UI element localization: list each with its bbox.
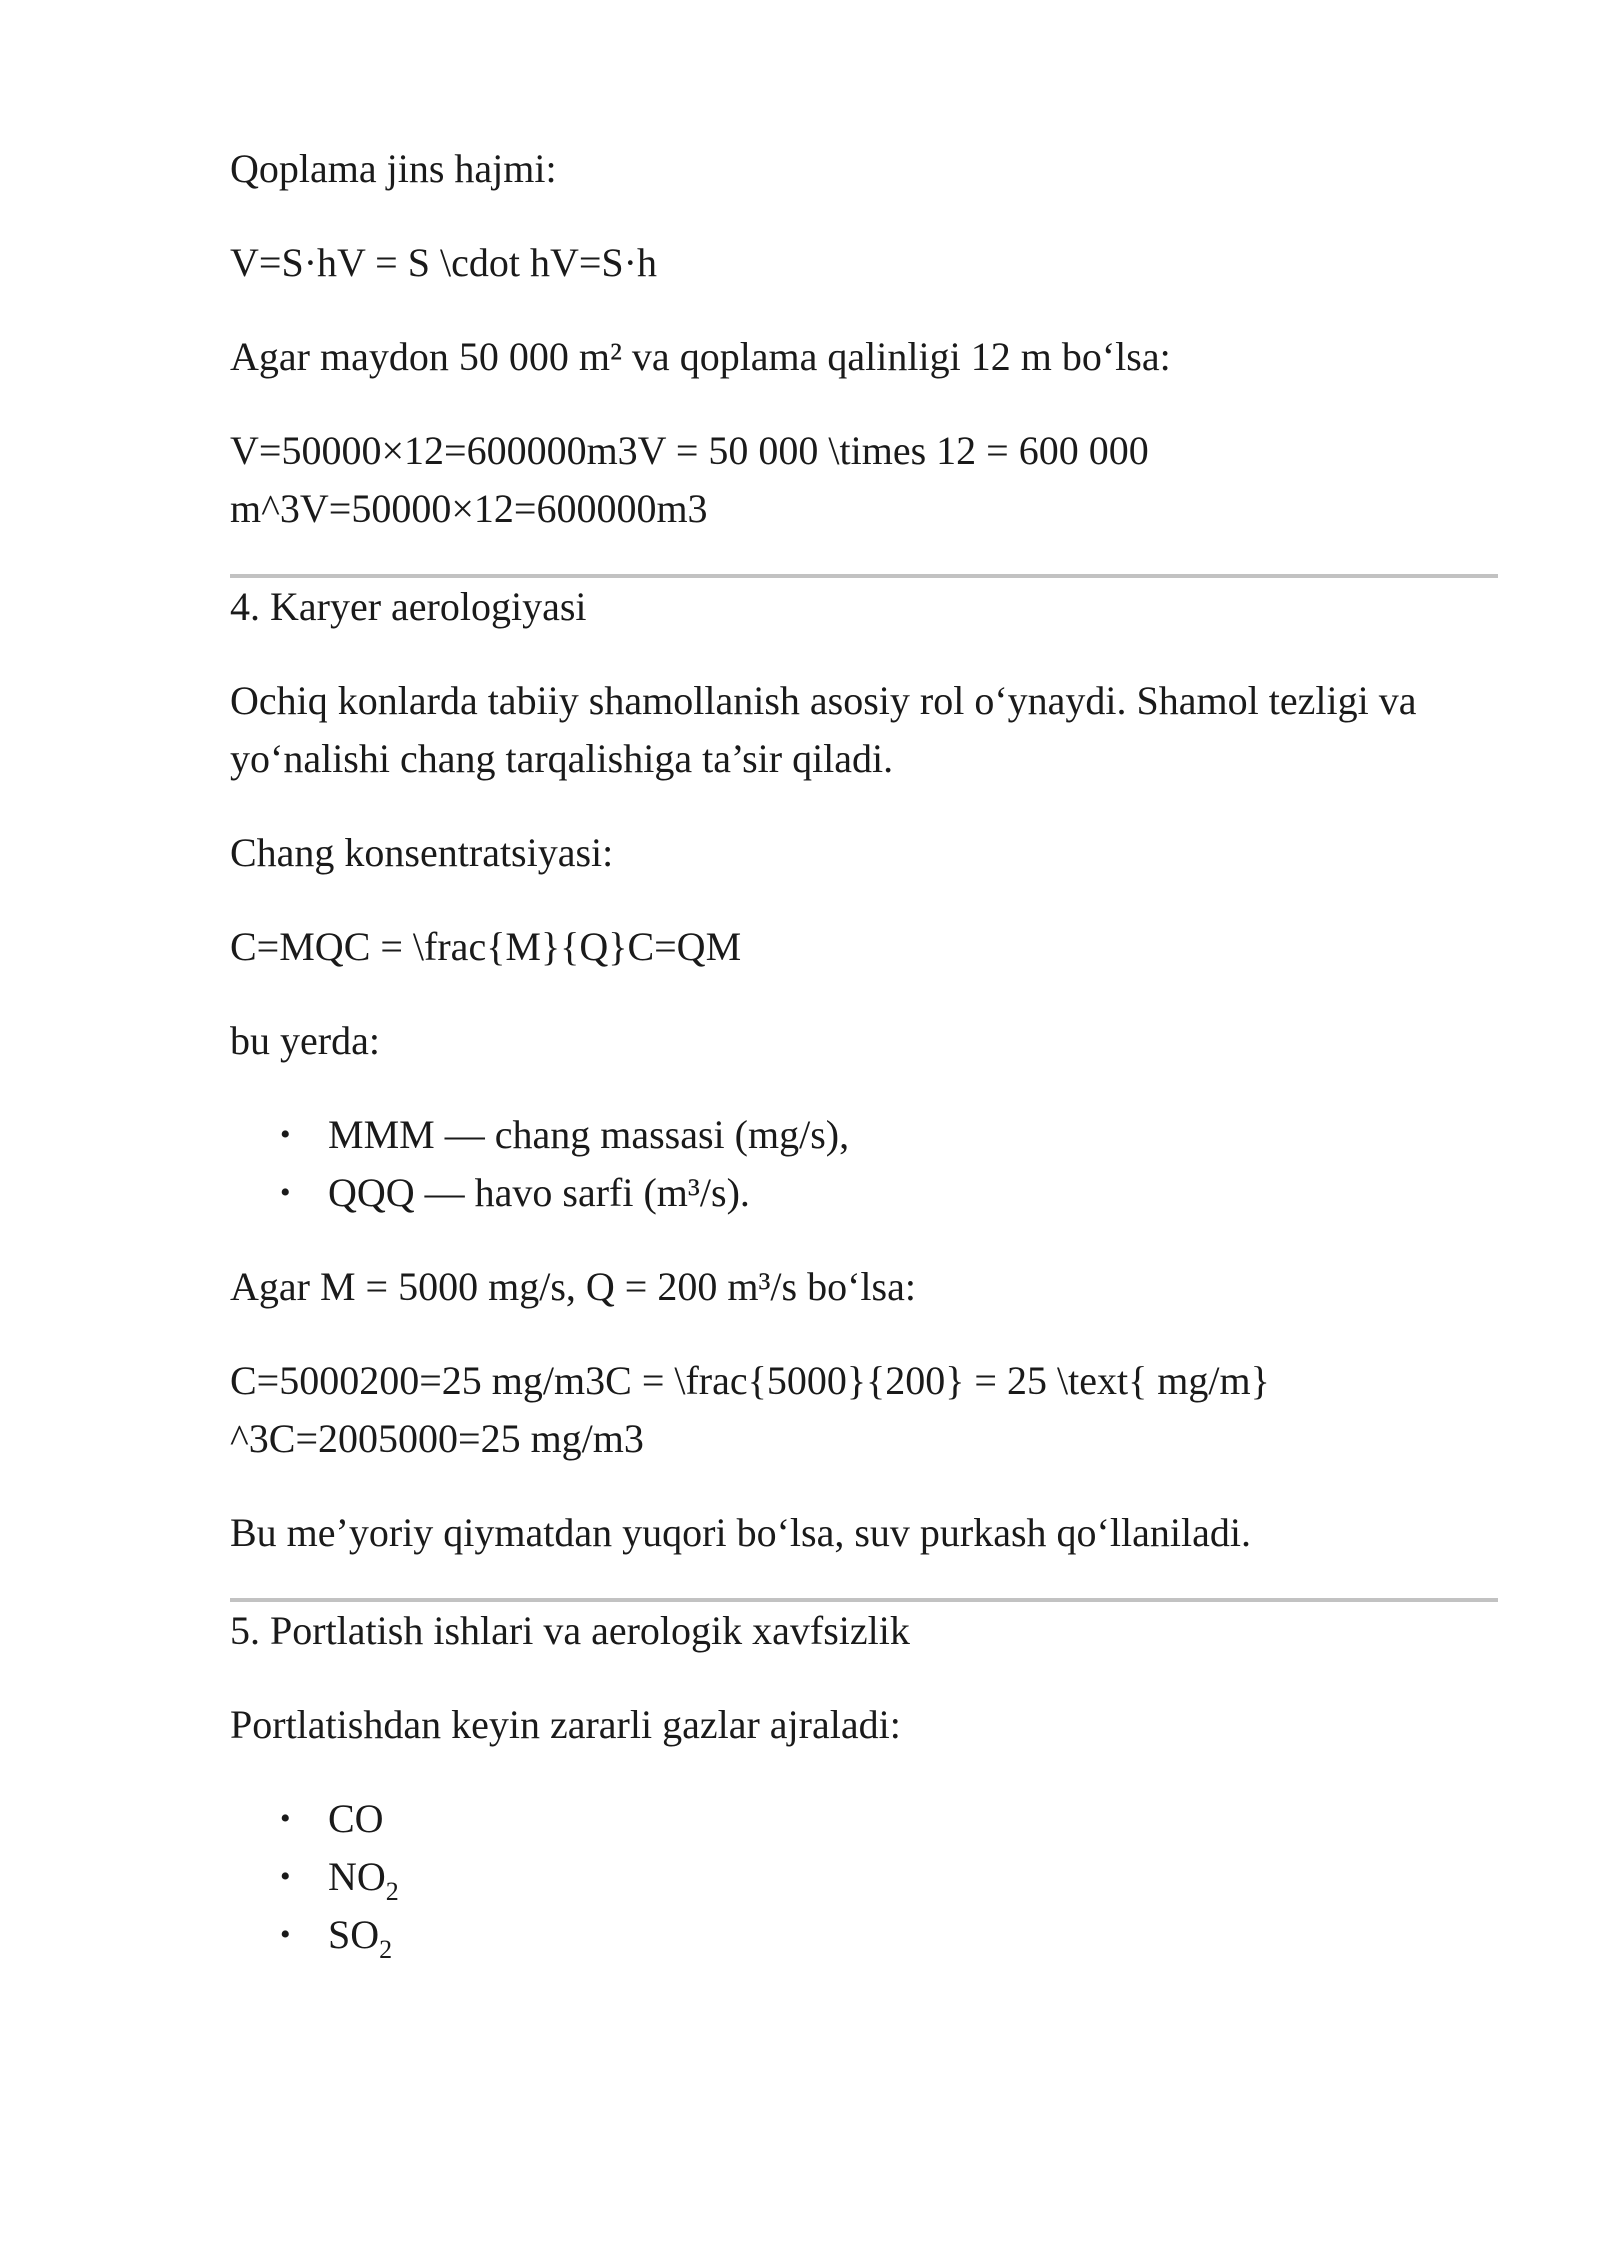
bullet-icon: • [280, 1802, 291, 1835]
section-heading-blasting: 5. Portlatish ishlari va aerologik xavfsizlik [230, 1608, 910, 1653]
section-heading-aerology: 4. Karyer aerologiyasi [230, 584, 587, 629]
list-item [280, 1906, 1498, 1964]
concentration-condition: Agar M = 5000 mg/s, Q = 200 m³/s bo‘lsa: [230, 1264, 916, 1309]
bullet-icon: • [280, 1176, 291, 1209]
gas-formula: SO [328, 1912, 380, 1957]
document-page [230, 140, 1498, 2000]
volume-formula: V=S·hV = S \cdot hV=S·h [230, 240, 657, 285]
volume-label: Qoplama jins hajmi: [230, 146, 557, 191]
gas-formula: CO [328, 1796, 384, 1841]
bullet-icon: • [280, 1118, 291, 1151]
volume-condition: Agar maydon 50 000 m² va qoplama qalinligi 12 m bo‘lsa: [230, 334, 1171, 379]
variable-list [230, 1106, 1498, 1222]
list-item [280, 1790, 1498, 1848]
gas-subscript: 2 [385, 1877, 399, 1906]
list-item [280, 1106, 1498, 1164]
volume-result: V=50000×12=600000m3V = 50 000 \times 12 = 600 000 m^3V=50000×12=600000m3 [230, 428, 1149, 531]
bullet-icon: • [280, 1860, 291, 1893]
where-label: bu yerda: [230, 1018, 380, 1063]
list-item-text: MMM — chang massasi (mg/s), [328, 1112, 850, 1157]
bullet-icon: • [280, 1918, 291, 1951]
aerology-conclusion: Bu me’yoriy qiymatdan yuqori bo‘lsa, suv purkash qo‘llaniladi. [230, 1510, 1251, 1555]
aerology-intro: Ochiq konlarda tabiiy shamollanish asosiy rol o‘ynaydi. Shamol tezligi va yo‘nalishi chang tarqalishiga ta’sir qiladi. [230, 678, 1417, 781]
gas-list [230, 1790, 1498, 1964]
gas-subscript: 2 [379, 1935, 393, 1964]
list-item [280, 1164, 1498, 1222]
concentration-formula: C=MQC = \frac{M}{Q}C=QM [230, 924, 742, 969]
concentration-label: Chang konsentratsiyasi: [230, 830, 614, 875]
list-item-text: QQQ — havo sarfi (m³/s). [328, 1170, 750, 1215]
list-item [280, 1848, 1498, 1906]
concentration-result-line2: ^3C=2005000=25 mg/m3 [230, 1416, 644, 1461]
concentration-result [230, 1352, 1498, 1468]
blasting-intro: Portlatishdan keyin zararli gazlar ajraladi: [230, 1702, 901, 1747]
gas-formula: NO [328, 1854, 386, 1899]
concentration-result-line1: C=5000200=25 mg/m3C = \frac{5000}{200} = 25 \text{ mg/m} [230, 1358, 1270, 1403]
